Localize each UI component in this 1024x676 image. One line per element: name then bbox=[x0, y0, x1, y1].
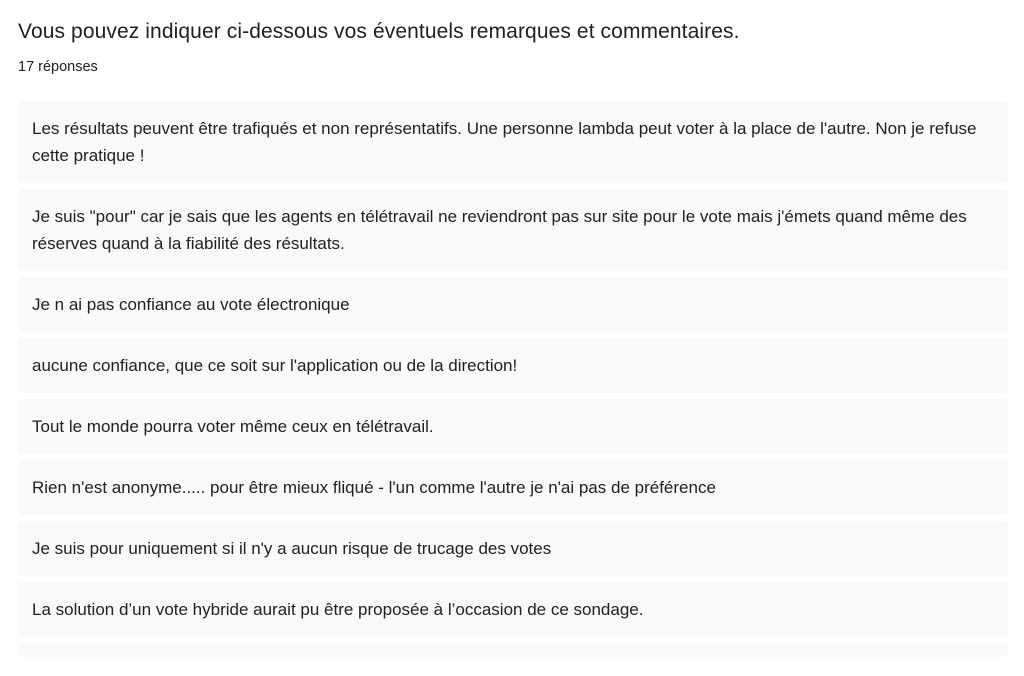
response-item: aucune confiance, que ce soit sur l'application ou de la direction! bbox=[18, 338, 1008, 393]
response-item: Je suis "pour" car je sais que les agents en télétravail ne reviendront pas sur site pour le vote mais j'émets quand même des réserves quand à la fiabilité des résultats. bbox=[18, 189, 1008, 271]
response-item: Les résultats peuvent être trafiqués et non représentatifs. Une personne lambda peut voter à la place de l'autre. Non je refuse cette pratique ! bbox=[18, 101, 1008, 183]
response-item: La solution d’un vote hybride aurait pu être proposée à l’occasion de ce sondage. bbox=[18, 582, 1008, 637]
response-list[interactable] bbox=[18, 101, 1008, 657]
response-item: Je n ai pas confiance au vote électronique bbox=[18, 277, 1008, 332]
response-count: 17 réponses bbox=[18, 59, 98, 75]
question-title: Vous pouvez indiquer ci-dessous vos éventuels remarques et commentaires. bbox=[18, 20, 740, 43]
response-summary-card bbox=[18, 0, 1008, 657]
response-item: Tout le monde pourra voter même ceux en télétravail. bbox=[18, 399, 1008, 454]
response-item-partial bbox=[18, 643, 1008, 657]
response-item: Je suis pour uniquement si il n'y a aucun risque de trucage des votes bbox=[18, 521, 1008, 576]
response-item: Rien n'est anonyme..... pour être mieux fliqué - l'un comme l'autre je n'ai pas de préférence bbox=[18, 460, 1008, 515]
